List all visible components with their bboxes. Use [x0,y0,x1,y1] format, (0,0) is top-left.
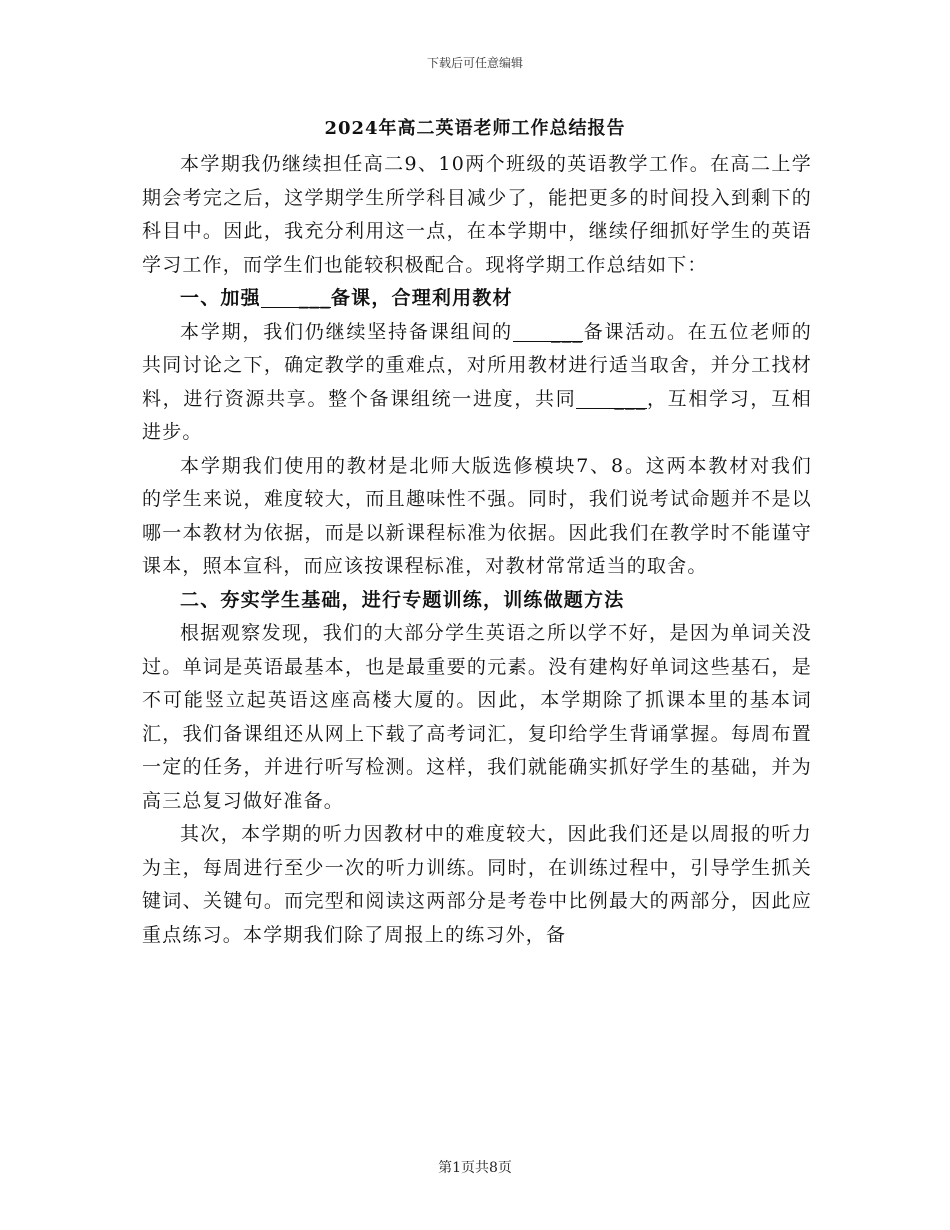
section-1-paragraph-1 [142,316,812,450]
section-2-paragraph-1: 根据观察发现，我们的大部分学生英语之所以学不好，是因为单词关没过。单词是英语最基本，也是最重要的元素。没有建构好单词这些基石，是不可能竖立起英语这座高楼大厦的。因此，本学期除了抓课本里的基本词汇，我们备课组还从网上下载了高考词汇，复印给学生背诵掌握。每周布置一定的任务，并进行听写检测。这样，我们就能确实抓好学生的基础，并为高三总复习做好准备。 [142,622,812,812]
section-1-paragraph-2: 本学期我们使用的教材是北师大版选修模块7、8。这两本教材对我们的学生来说，难度较大，而且趣味性不强。同时，我们说考试命题并不是以哪一本教材为依据，而是以新课程标准为依据。因此我们在教学时不能谨守课本，照本宣科，而应该按课程标准，对教材常常适当的取舍。 [142,454,812,577]
intro-paragraph: 本学期我仍继续担任高二9、10两个班级的英语教学工作。在高二上学期会考完之后，这学期学生所学科目减少了，能把更多的时间投入到剩下的科目中。因此，我充分利用这一点，在本学期中，继续仔细抓好学生的英语学习工作，而学生们也能较积极配合。现将学期工作总结如下： [142,153,812,276]
text-run: 本学期，我们仍继续坚持备课组间的 [180,320,513,343]
page-footer: 第1页共8页 [438,1160,512,1176]
section-2-paragraph-2: 其次，本学期的听力因教材中的难度较大，因此我们还是以周报的听力为主，每周进行至少一次的听力训练。同时，在训练过程中，引导学生抓关键词、关键句。而完型和阅读这两部分是考卷中比例最大的两部分，因此应重点练习。本学期我们除了周报上的练习外，备 [142,823,812,946]
section-1-heading-after: 备课，合理利用教材 [330,287,513,309]
text-run: ，互相学习，互相进步。 [142,387,812,443]
section-1-heading-before: 一、加强 [180,287,261,309]
section-2-heading: 二、夯实学生基础，进行专题训练，训练做题方法 [180,588,625,611]
fill-blank: ___ [513,323,583,342]
text-run: 备课活动。在五位老师的共同讨论之下，确定教学的重难点，对所用教材进行适当取舍，并分工找材料，进行资源共享。整个备课组统一进度，共同 [142,320,813,410]
fill-blank: ___ [576,390,646,409]
document-title: 2024年高二英语老师工作总结报告 [324,118,626,139]
document-body [142,148,812,952]
section-1-heading [142,282,812,316]
header-note: 下载后可任意编辑 [426,56,523,70]
fill-blank: ___ [261,289,331,308]
